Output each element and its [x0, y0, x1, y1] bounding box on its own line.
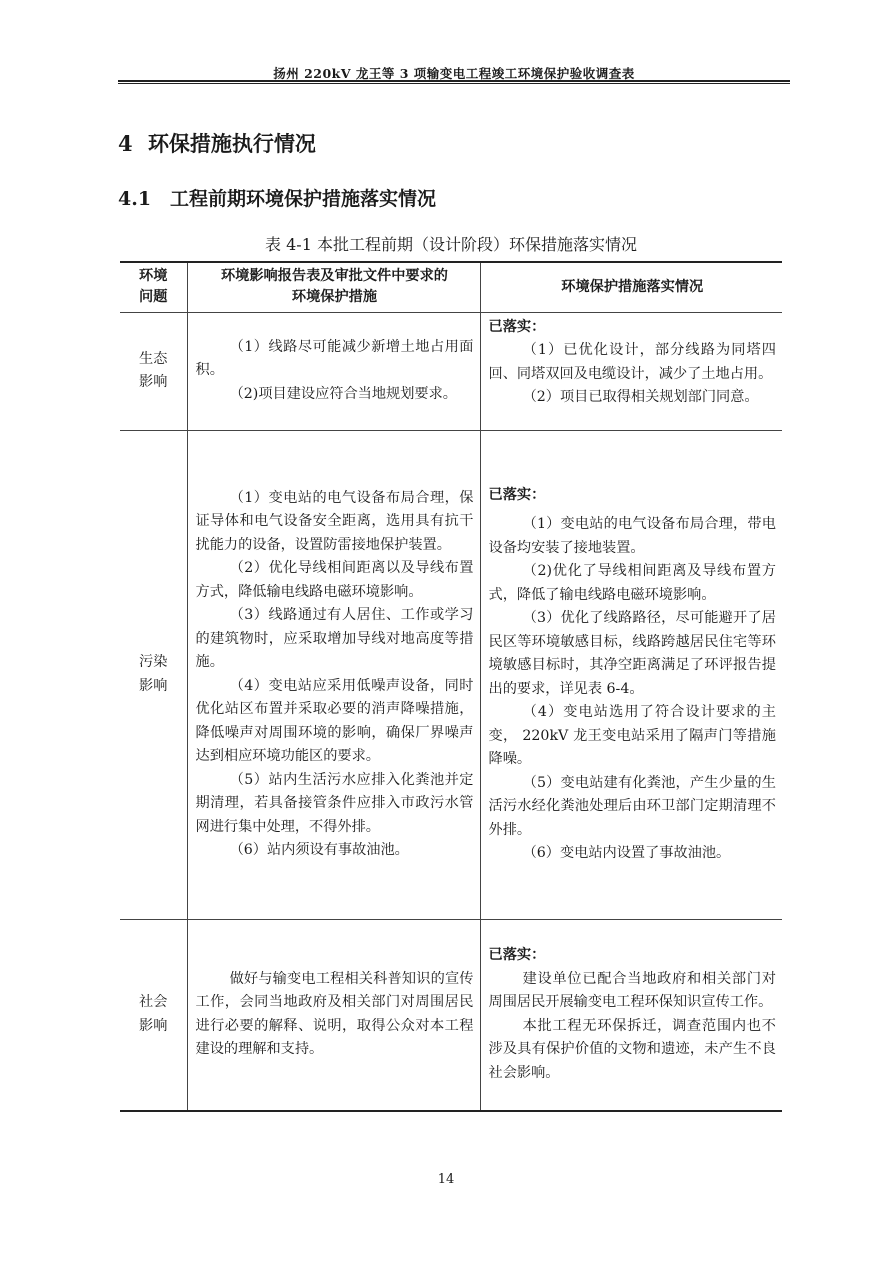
header-issue-line2: 问题 [139, 289, 168, 306]
subsection-title: 工程前期环境保护措施落实情况 [170, 188, 437, 210]
issue-cell [120, 312, 187, 430]
header-req-line2: 环境保护措施 [291, 289, 378, 306]
page-number: 14 [437, 1172, 455, 1187]
header-issue-line1: 环境 [139, 268, 168, 285]
implementation-item: （2）项目已取得相关规划部门同意。 [522, 389, 759, 405]
status-label: 已落实： [488, 947, 546, 964]
issue-line1: 污染 [139, 654, 168, 670]
status-label: 已落实： [488, 486, 546, 503]
implementation-item: （1）变电站的电气设备布局合理，带电设备均安装了接地装置。 [488, 516, 776, 556]
issue-cell [120, 430, 187, 919]
requirement-item: 做好与输变电工程相关科普知识的宣传工作，会同当地政府及相关部门对周围居民进行必要的解释、说明，取得公众对本工程建设的理解和支持。 [195, 970, 474, 1058]
subsection-number: 4.1 [118, 188, 152, 210]
running-header: 扬州 220kV 龙王等 3 项输变电工程竣工环境保护验收调查表 [273, 66, 635, 81]
header-req-line1: 环境影响报告表及审批文件中要求的 [220, 268, 448, 285]
measures-table [120, 261, 782, 1112]
implementation-item: （1）已优化设计，部分线路为同塔四回、同塔双回及电缆设计，减少了土地占用。 [488, 342, 776, 382]
implementation-item: 本批工程无环保拆迁，调查范围内也不涉及具有保护价值的文物和遗迹，未产生不良社会影响。 [488, 1017, 776, 1081]
requirements-cell [187, 430, 480, 919]
section-number: 4 [118, 131, 133, 156]
table-header-row [120, 262, 782, 312]
header-rule-thin [118, 83, 790, 84]
implementation-item: （2)优化了导线相间距离及导线布置方式，降低了输电线路电磁环境影响。 [488, 563, 776, 603]
requirement-item: （1）线路尽可能减少新增土地占用面积。 [195, 338, 474, 379]
requirement-item: （2)项目建设应符合当地规划要求。 [229, 385, 457, 402]
issue-line1: 生态 [139, 350, 168, 367]
requirement-item: （5）站内生活污水应排入化粪池并定期清理，若具备接管条件应排入市政污水管网进行集中处理，不得外排。 [195, 771, 474, 835]
issue-line2: 影响 [139, 677, 168, 694]
issue-line2: 影响 [139, 374, 168, 390]
table-caption: 表 4-1 本批工程前期（设计阶段）环保措施落实情况 [265, 235, 637, 254]
section-heading [118, 128, 316, 158]
implementation-cell [480, 430, 782, 919]
requirement-item: （3）线路通过有人居住、工作或学习的建筑物时，应采取增加导线对地高度等措施。 [195, 607, 474, 670]
header-requirements [187, 262, 480, 312]
implementation-item: （6）变电站内设置了事故油池。 [522, 845, 731, 861]
implementation-item: （4）变电站选用了符合设计要求的主变， 220kV 龙王变电站采用了隔声门等措施降噪。 [488, 704, 776, 767]
header-implementation: 环境保护措施落实情况 [480, 262, 782, 312]
table-row [120, 430, 782, 919]
implementation-item: （5）变电站建有化粪池，产生少量的生活污水经化粪池处理后由环卫部门定期清理不外排。 [488, 774, 776, 838]
implementation-item: 建设单位已配合当地政府和相关部门对周围居民开展输变电工程环保知识宣传工作。 [488, 970, 776, 1011]
requirements-cell [187, 919, 480, 1111]
status-label: 已落实： [488, 318, 546, 335]
table-row [120, 312, 782, 430]
issue-line2: 影响 [139, 1017, 168, 1034]
requirement-item: （4）变电站应采用低噪声设备，同时优化站区布置并采取必要的消声降噪措施，降低噪声对周围环境的影响，确保厂界噪声达到相应环境功能区的要求。 [195, 677, 474, 764]
requirement-item: （2）优化导线相间距离以及导线布置方式，降低输电线路电磁环境影响。 [195, 560, 474, 600]
implementation-item: （3）优化了线路路径，尽可能避开了居民区等环境敏感目标，线路跨越居民住宅等环境敏感目标时，其净空距离满足了环评报告提出的要求，详见表 6-4。 [488, 610, 776, 697]
table-row [120, 919, 782, 1111]
requirement-item: （6）站内须设有事故油池。 [229, 842, 409, 858]
implementation-cell [480, 919, 782, 1111]
requirements-cell [187, 312, 480, 430]
header-issue [120, 262, 187, 312]
implementation-cell [480, 312, 782, 430]
issue-line1: 社会 [139, 994, 168, 1011]
issue-cell [120, 919, 187, 1111]
requirement-item: （1）变电站的电气设备布局合理，保证导体和电气设备安全距离，选用具有抗干扰能力的设备，设置防雷接地保护装置。 [195, 489, 474, 553]
section-title: 环保措施执行情况 [147, 131, 316, 156]
header-rule [118, 80, 790, 82]
subsection-heading [118, 184, 436, 211]
